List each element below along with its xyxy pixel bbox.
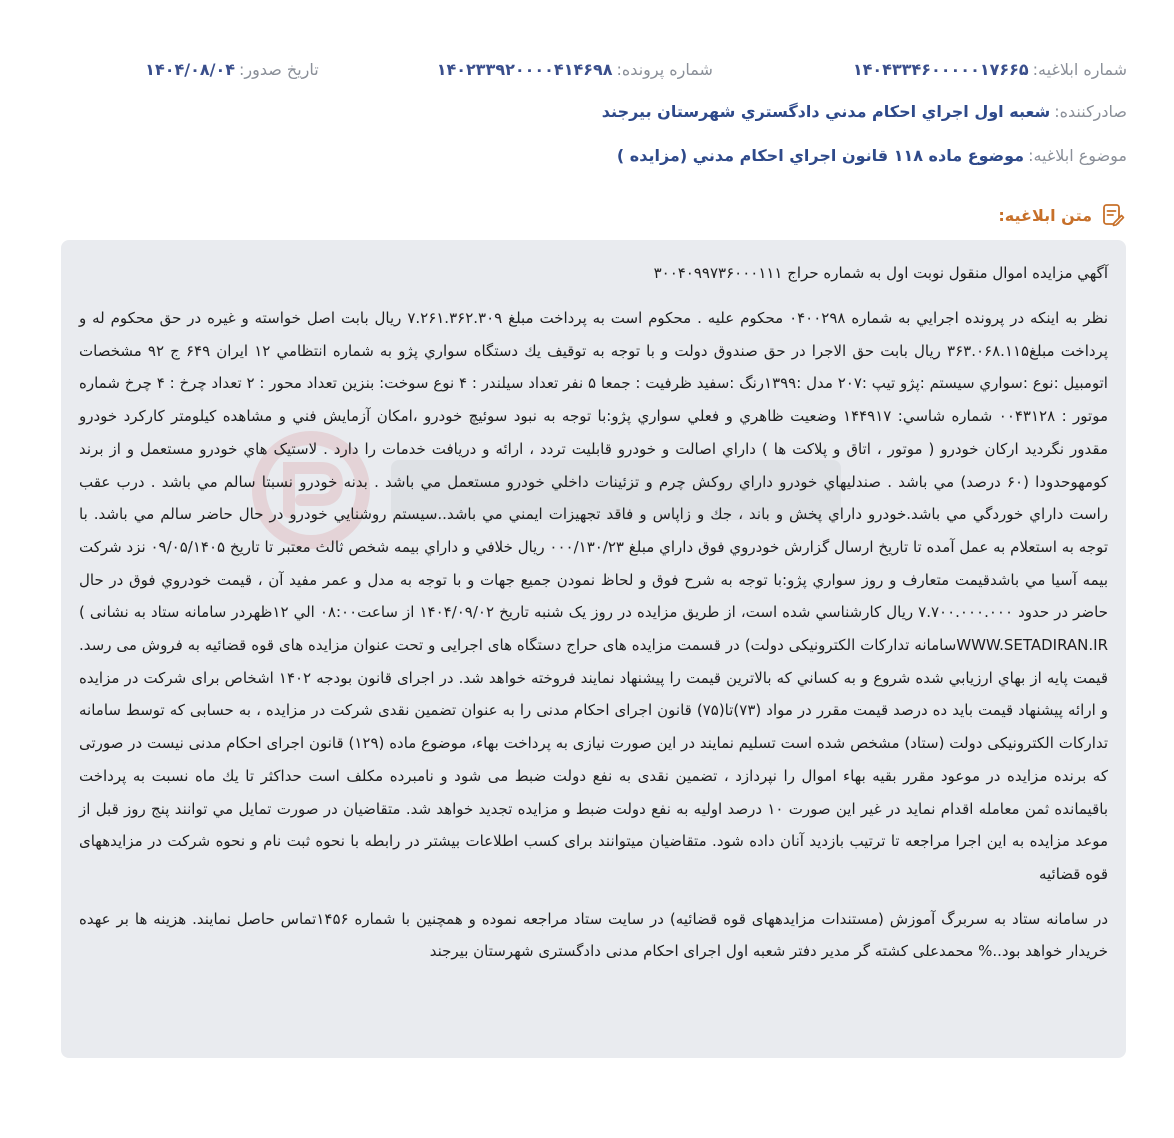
issuer-label: صادرکننده: <box>1054 101 1127 121</box>
notice-text-heading <box>998 200 1126 230</box>
case-number <box>437 60 713 79</box>
notice-number-value: ۱۴۰۴۳۳۴۶۰۰۰۰۰۱۷۶۶۵ <box>852 59 1029 79</box>
notice-text-heading-label: متن ابلاغيه: <box>998 205 1092 225</box>
issuer-value: شعبه اول اجراي احکام مدني دادگستري شهرستان بيرجند <box>601 101 1051 121</box>
issue-date-label: تاريخ صدور: <box>238 59 319 79</box>
issue-date <box>145 60 319 79</box>
notice-title: آگهي مزايده اموال منقول نوبت اول به شماره حراج ۳۰۰۴۰۹۹۷۳۶۰۰۰۱۱۱ <box>653 264 1108 282</box>
subject-row <box>47 142 1127 168</box>
notice-text-box <box>61 240 1126 1058</box>
notice-meta-row <box>47 56 1127 82</box>
issuer-row <box>47 98 1127 124</box>
notice-number-label: شماره ابلاغيه: <box>1032 59 1127 79</box>
case-number-label: شماره پرونده: <box>616 59 713 79</box>
notice-number <box>853 60 1127 79</box>
subject-value: موضوع ماده ۱۱۸ قانون اجراي احکام مدني (مزايده ) <box>616 145 1025 165</box>
document-edit-icon <box>1100 202 1126 228</box>
subject-label: موضوع ابلاغيه: <box>1028 145 1127 165</box>
case-number-value: ۱۴۰۲۳۳۹۲۰۰۰۰۴۱۴۶۹۸ <box>436 59 613 79</box>
notice-footer: در سامانه ستاد به سربرگ آموزش (مستندات مزايدههای قوه قضائيه) در سايت ستاد مراجعه نموده و همچنين با شماره ۱۴۵۶تماس حاصل نمايند. هزينه ها بر عهده خريدار خواهد بود..% محمدعلی کشته گر مدير دفتر شعبه اول اجرای احکام مدنی دادگستری شهرستان بيرجند <box>79 909 1108 960</box>
notice-body: نظر به اينکه در پرونده اجرايي به شماره ۰۴۰۰۲۹۸ محکوم عليه . محکوم است به پرداخت مبلغ ۷.۲۶۱.۳۶۲.۳۰۹ ريال بابت اصل خواسته و غيره در حق محکوم له و پرداخت مبلغ۳۶۳.۰۶۸.۱۱۵ ريال بابت حق الاجرا در حق صندوق دولت و با توجه به توقيف يك دستگاه سواري پژو به شماره انتظامي ۱۲ ايران ۶۴۹ ج ۹۲ مشخصات اتومبيل :نوع :سواري سيستم :پژو تيپ :۲۰۷ مدل :۱۳۹۹رنگ :سفيد ظرفيت : جمعا ۵ نفر تعداد سيلندر : ۴ نوع سوخت: بنزين تعداد محور : ۲ تعداد چرخ : ۴ چرخ شماره موتور : ۰۰۴۳۱۲۸ شماره شاسي: ۱۴۴۹۱۷ وضعيت ظاهري و فعلي سواري پژو:با توجه به نبود سوئيچ خودرو ،امکان آزمايش فني و مشاهده کيلومتر کارکرد خودرو مقدور نگرديد ارکان خودرو ( موتور ، اتاق و پلاکت ها ) داراي اصالت و خودرو قابليت تردد ، ارائه و دريافت خدمات را دارد . لاستيک هاي خودرو مستعمل و از برند کومهوحدودا (۶۰ درصد) مي باشد . صندليهاي خودرو داراي روکش چرم و تزئينات داخلي خودرو مستعمل مي باشد . بدنه خودرو نسبتا سالم مي باشد . درب عقب راست داراي خوردگي مي باشد.خودرو داراي پخش و باند ، جك و زاپاس و فاقد تجهيزات ايمني مي باشد..سيستم روشنايي خودرو در حال حاضر سالم مي باشد. با توجه به استعلام به عمل آمده تا تاريخ ارسال گزارش خودروي فوق داراي مبلغ ۰۰۰/۱۳۰/۲۳ ريال خلافي و داراي بيمه شخص ثالث معتبر تا تاريخ ۰۹/۰۵/۱۴۰۵ نزد شرکت بيمه آسيا مي باشدقيمت متعارف و روز سواري پژو:با توجه به شرح فوق و لحاظ نمودن جميع جهات و با توجه به مدل و عمر مفيد آن ، قيمت خودروي فوق در حال حاضر در حدود ۷.۷۰۰.۰۰۰.۰۰۰ ريال کارشناسي شده است، از طريق مزايده در روز يک شنبه تاريخ ۱۴۰۴/۰۹/۰۲ از ساعت۰۸:۰۰ الي ۱۲ظهردر سامانه ستاد به نشانی ) WWW.SETADIRAN.IRسامانه تدارکات الکترونيکی دولت) در قسمت مزايده های حراج دستگاه های اجرايی و تحت عنوان مزايده های قوه قضائيه به فروش می رسد. قيمت پايه از بهاي ارزيابي شده شروع و به کساني که بالاترين قيمت را پيشنهاد نمايند فروخته خواهد شد. در اجرای قانون بودجه ۱۴۰۲ اشخاص برای شرکت در مزايده و ارائه پيشنهاد قيمت بايد ده درصد قيمت مقرر در مواد (۷۳)تا(۷۵) قانون اجرای احکام مدنی را به عنوان تضمين نقدی شرکت در مزايده ، به حسابی که توسط سامانه تدارکات الکترونيکی دولت (ستاد) مشخص شده است تسليم نمايند در اين صورت نيازی به پرداخت بهاء، موضوع ماده (۱۲۹) قانون اجرای احکام مدنی نيست در صورتی که برنده مزايده در موعود مقرر بقيه بهاء اموال را نپردازد ، تضمين نقدی به نفع دولت ضبط می شود و نامبرده مكلف است حداكثر تا يك ماه نسبت به پرداخت باقيمانده ثمن معامله اقدام نمايد در غير اين صورت ۱۰ درصد اوليه به نفع دولت ضبط و مزايده تجديد خواهد شد. متقاضيان در صورت تمايل مي توانند پنج روز قبل از موعد مزايده به اين اجرا مراجعه تا ترتيب بازديد آنان داده شود. متقاضيان ميتوانند برای کسب اطلاعات بيشتر در رابطه با نحوه ثبت نام و نحوه شرکت در مزايدههای قوه قضائيه <box>79 309 1109 883</box>
issue-date-value: ۱۴۰۴/۰۸/۰۴ <box>145 59 235 79</box>
